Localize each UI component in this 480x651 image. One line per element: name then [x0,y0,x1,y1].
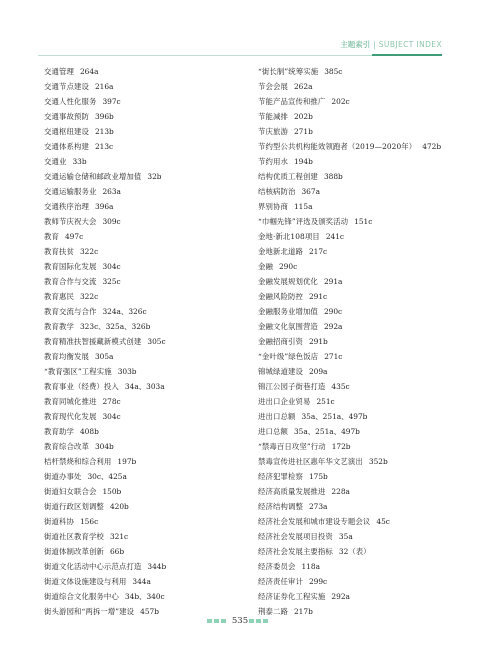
index-entry [258,379,458,394]
index-page-ref: 303b [117,367,137,376]
index-term: 教育 [44,232,59,241]
index-term: 教育精准扶智援藏新模式创建 [44,337,142,346]
index-term: 结构优质工程创建 [258,172,318,181]
index-page-ref: 156c [79,517,99,526]
index-page-ref: 263a [102,187,121,196]
index-page-ref: 194b [293,157,313,166]
index-term: 经济证券化工程实施 [258,592,326,601]
index-entry [258,289,458,304]
index-page-ref: 34b、340c [124,592,165,601]
index-entry [258,184,458,199]
index-entry [258,484,458,499]
index-term: 结核病防治 [258,187,296,196]
index-entry [258,199,458,214]
index-term: 经济社会发展和城市建设专题会议 [258,517,371,526]
index-entry [258,499,458,514]
index-entry [44,289,234,304]
index-page-ref: 408b [79,427,99,436]
index-term: 街道文化活动中心示范点打造 [44,562,142,571]
index-entry [258,319,458,334]
index-term: 交通人性化服务 [44,97,97,106]
index-entry [258,394,458,409]
index-entry [44,304,234,319]
index-entry [44,184,234,199]
index-term: 经济犯罪检察 [258,472,303,481]
index-term: 教育惠民 [44,292,74,301]
index-term: 教育同城化推进 [44,397,97,406]
page-footer [0,614,480,628]
index-entry [258,574,458,589]
index-page-ref: 304c [102,412,121,421]
index-term: 教育助学 [44,427,74,436]
index-page-ref: 30c、425a [87,472,127,481]
index-term: 交通节点建设 [44,82,89,91]
index-page-ref: 497c [64,232,84,241]
index-page-ref: 273a [308,502,328,511]
index-page-ref: 262a [293,82,313,91]
index-page-ref: 305a [94,352,114,361]
index-entry [258,94,458,109]
index-entry [44,139,234,154]
index-term: 金融风险防控 [258,292,303,301]
index-term: 金地新北道路 [258,247,303,256]
index-entry [258,424,458,439]
index-term: 教育国际化发展 [44,262,97,271]
index-term: 教育合作与交流 [44,277,97,286]
index-entry [44,394,234,409]
header-title-en: SUBJECT INDEX [378,40,442,49]
index-entry [44,124,234,139]
index-page-ref: 150b [102,487,122,496]
index-page-ref: 299c [308,577,328,586]
index-term: 金地·新北108项目 [258,232,320,241]
index-page-ref: 290c [278,262,298,271]
index-entry [258,304,458,319]
index-term: “街长制”统筹实施 [258,67,319,76]
index-entry [258,589,458,604]
index-term: 锦城绿道建设 [258,367,303,376]
index-page-ref: 291b [308,337,328,346]
index-page-ref: 213b [94,127,114,136]
index-page-ref: 197b [117,457,137,466]
index-page-ref: 115a [293,202,313,211]
index-entry [44,214,234,229]
footer-ornament-right [249,619,273,623]
index-page-ref: 228a [331,487,350,496]
index-entry [258,529,458,544]
index-entry [258,454,458,469]
index-entry [44,334,234,349]
index-page-ref: 304b [94,442,114,451]
index-page-ref: 32（表） [338,547,371,556]
index-entry [44,154,234,169]
index-page-ref: 264a [79,67,99,76]
index-entry [44,544,234,559]
index-term: 街道社区教育学校 [44,532,104,541]
index-page-ref: 33b [72,157,87,166]
index-term: 教育扶贫 [44,247,74,256]
index-entry [44,574,234,589]
page-number: 535 [231,616,249,626]
index-entry [258,439,458,454]
index-entry [44,529,234,544]
index-term: 经济社会发展主要指标 [258,547,333,556]
index-page-ref: 216a [94,82,114,91]
index-page-ref: 35a、251a、497b [293,427,360,436]
index-entry [44,484,234,499]
index-term: 节会会展 [258,82,288,91]
index-term: 街道文体设施建设与利用 [44,577,127,586]
index-term: 街道科协 [44,517,74,526]
index-term: 节能产品宣传和推广 [258,97,326,106]
index-page-ref: 325c [102,277,121,286]
index-term: “教育强区”工程实施 [44,367,112,376]
index-column-left [44,64,234,619]
index-entry [44,109,234,124]
index-page-ref: 396a [94,202,114,211]
index-term: 禁毒宣传进社区惠年华文艺演出 [258,457,363,466]
index-page-ref: 292a [323,322,343,331]
index-term: 教育综合改革 [44,442,89,451]
index-term: 街道行政区划调整 [44,502,104,511]
index-term: 节庆旅游 [258,127,288,136]
index-page-ref: 305c [147,337,166,346]
index-term: “巾帼先锋”评选及颁奖活动 [258,217,349,226]
index-page-ref: 322c [79,247,99,256]
index-term: 街头游园和“两拆一增”建设 [44,607,135,616]
index-page-ref: 202c [331,97,350,106]
index-term: 街道综合文化服务中心 [44,592,119,601]
index-entry [44,454,234,469]
index-entry [44,514,234,529]
index-term: 节约型公共机构能效领跑者（2019—2020年） [258,142,417,151]
index-entry [258,64,458,79]
index-page-ref: 290c [323,307,343,316]
index-entry [44,424,234,439]
index-entry [258,349,458,364]
index-entry [44,259,234,274]
index-page-ref: 35a [338,532,353,541]
index-page-ref: 323c、325a、326b [79,322,151,331]
index-entry [258,79,458,94]
index-page-ref: 324a、326c [102,307,147,316]
index-entry [44,199,234,214]
index-entry [44,589,234,604]
index-term: 交通枢纽建设 [44,127,89,136]
index-page-ref: 278c [102,397,121,406]
index-entry [258,469,458,484]
index-term: 界别协商 [258,202,288,211]
index-page-ref: 304c [102,262,121,271]
index-term: 金融文化氛围营造 [258,322,318,331]
index-entry [258,244,458,259]
index-term: 节约用水 [258,157,288,166]
index-page-ref: 118a [301,562,320,571]
index-entry [258,274,458,289]
index-entry [44,274,234,289]
index-entry [258,559,458,574]
index-entry [258,229,458,244]
index-page-ref: 435c [331,382,350,391]
index-term: 金融服务业增加值 [258,307,318,316]
index-term: “禁毒百日攻坚”行动 [258,442,326,451]
index-entry [44,229,234,244]
index-page-ref: 34a、303a [124,382,165,391]
index-entry [258,124,458,139]
index-term: 经济委员会 [258,562,296,571]
index-entry [44,364,234,379]
index-entry [44,244,234,259]
header-separator: | [373,40,376,49]
index-page-ref: 202b [293,112,313,121]
index-entry [44,64,234,79]
index-page-ref: 344b [147,562,167,571]
index-term: 进口总额 [258,427,288,436]
index-entry [44,469,234,484]
index-term: 进出口企业贸易 [258,397,311,406]
index-page-ref: 45c [376,517,390,526]
index-entry [44,94,234,109]
index-term: 经济社会发展项目投资 [258,532,333,541]
index-page-ref: 457b [140,607,159,616]
index-entry [258,169,458,184]
index-entry [258,259,458,274]
index-term: 荆泰二路 [258,607,288,616]
index-page-ref: 209a [308,367,328,376]
index-page-ref: 472b [422,142,442,151]
header-title-cn: 主题索引 [340,40,371,49]
index-term: 节能减排 [258,112,288,121]
index-term: 教育事业（经费）投入 [44,382,119,391]
index-entry [258,514,458,529]
index-page-ref: 217b [293,607,313,616]
index-page-ref: 213c [94,142,114,151]
index-term: 街道妇女联合会 [44,487,97,496]
index-term: 进出口总额 [258,412,296,421]
index-page-ref: 321c [109,532,129,541]
index-page-ref: 35a、251a、497b [301,412,368,421]
index-term: 桔杆禁烧和综合利用 [44,457,112,466]
index-term: 交通运输仓储和邮政业增加值 [44,172,142,181]
index-page-ref: 172b [331,442,351,451]
index-entry [44,379,234,394]
index-page-ref: 344a [132,577,151,586]
index-term: 经济高质量发展推进 [258,487,326,496]
running-header [0,40,480,52]
index-page-ref: 367a [301,187,320,196]
index-term: 教师节庆祝大会 [44,217,97,226]
index-term: 交通秩序治理 [44,202,89,211]
index-entry [44,439,234,454]
index-entry [258,109,458,124]
index-entry [258,364,458,379]
header-title [340,40,442,50]
index-term: 街道体制改革创新 [44,547,104,556]
index-page-ref: 271c [324,352,343,361]
index-entry [258,334,458,349]
index-page-ref: 352b [368,457,388,466]
index-term: 街道办事处 [44,472,82,481]
index-page-ref: 175b [308,472,328,481]
index-term: 教育教学 [44,322,74,331]
index-entry [44,169,234,184]
index-entry [258,214,458,229]
index-page-ref: 385c [324,67,343,76]
index-page-ref: 396b [94,112,114,121]
index-term: 金融发展规划优化 [258,277,318,286]
index-term: 锦江公园子街巷打造 [258,382,326,391]
index-entry [44,79,234,94]
index-page-ref: 292a [331,592,350,601]
index-entry [258,409,458,424]
index-page-ref: 388b [323,172,343,181]
index-term: 金融招商引资 [258,337,303,346]
index-page-ref: 32b [147,172,162,181]
index-term: 交通运输服务业 [44,187,97,196]
index-entry [44,319,234,334]
index-entry [44,349,234,364]
index-entry [44,409,234,424]
index-term: “金叶级”绿色饭店 [258,352,319,361]
index-page-ref: 217c [308,247,328,256]
index-term: 教育现代化发展 [44,412,97,421]
index-page-ref: 241c [325,232,345,241]
index-page-ref: 322c [79,292,99,301]
index-page-ref: 309c [102,217,121,226]
index-term: 经济责任审计 [258,577,303,586]
index-page-ref: 291a [323,277,343,286]
index-page-ref: 151c [354,217,373,226]
index-page-ref: 271b [293,127,313,136]
index-term: 交通事故预防 [44,112,89,121]
index-page-ref: 251c [316,397,335,406]
index-page-ref: 397c [102,97,121,106]
index-term: 教育均衡发展 [44,352,89,361]
index-term: 交通业 [44,157,67,166]
index-column-right [258,64,458,619]
index-entry [44,499,234,514]
index-page-ref: 420b [109,502,129,511]
index-term: 经济结构调整 [258,502,303,511]
index-term: 交通管理 [44,67,74,76]
index-entry [258,544,458,559]
index-page-ref: 291c [308,292,328,301]
index-term: 教育交流与合作 [44,307,97,316]
index-entry [44,559,234,574]
header-rule [38,55,442,56]
index-entry [258,139,458,154]
index-entry [258,154,458,169]
index-term: 交通体系构建 [44,142,89,151]
index-page-ref: 66b [109,547,125,556]
index-term: 金融 [258,262,273,271]
